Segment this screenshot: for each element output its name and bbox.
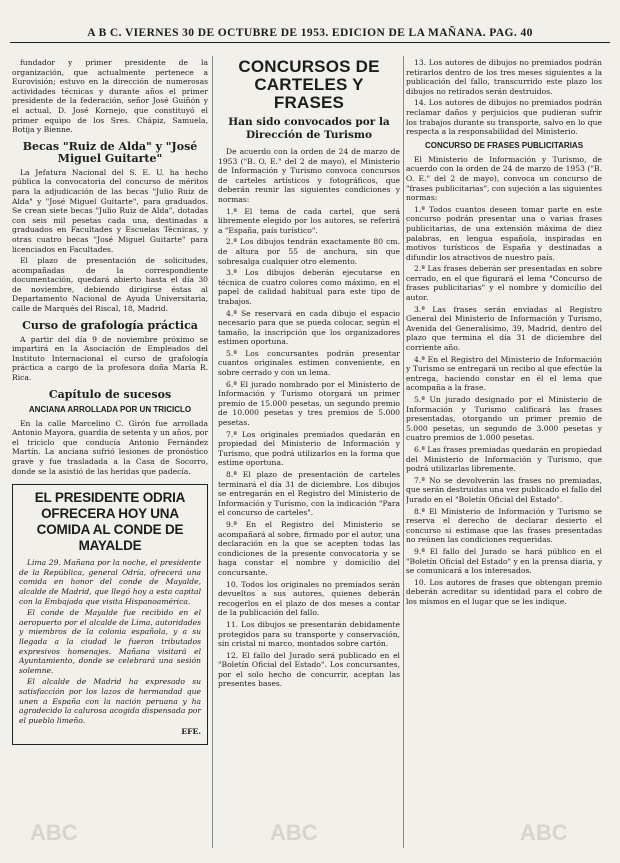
rule-item: 13. Los autores de dibujos no premiados podrán retirarlos dentro de los tres meses siguientes a la publicación del fallo, transcurrido este plazo los dibujos no retirados serán destruidos. (406, 58, 602, 96)
section-title-sucesos: Capítulo de sucesos (48, 387, 172, 401)
frases-paragraph: 1.ª Todos cuantos deseen tomar parte en este concurso podrán presentar una o varias frases publicitarias, de una extensión máxima de diez palabras, en lengua española, inspiradas en motivos turísticos de España y destinadas a difundir los atractivos de nuestro país. (406, 204, 602, 262)
frases-paragraph: 7.ª No se devolverán las frases no premiadas, que serán destruidas una vez publicado el fallo del Jurado en el "Boletín Oficial del Estado". (406, 475, 602, 504)
boxed-article-title: EL PRESIDENTE ODRIA OFRECERA HOY UNA COMIDA AL CONDE DE MAYALDE (34, 490, 186, 554)
grafologia-paragraph: A partir del día 9 de noviembre próximo se impartirá en la Asociación de Empleados del Instituto Internacional el curso de grafología práctica a cargo de la profesora doña María R. Rica. (12, 334, 208, 383)
sucesos-subtitle: ANCIANA ARROLLADA POR UN TRICICLO (28, 404, 192, 414)
column-middle (218, 58, 400, 848)
column-rule-right (403, 56, 404, 848)
section-title-frases: CONCURSO DE FRASES PUBLICITARIAS (424, 140, 584, 150)
boxed-paragraph-1: Lima 29. Mañana por la noche, el presidente de la República, general Odría, ofrecerá una comida en honor del conde de Mayalde, alcalde de Madrid, que llegó hoy a esta capital con la Embajada que visita Hispanoamérica. (19, 558, 201, 606)
intro-paragraph: fundador y primer presidente de la organización, que actualmente pertenece a Eurovisión; estuvo en la dirección de numerosas actividades técnicas y durante años el primer presidente de la federación, señor José Guiñón y el actual, D. José Kornejo, que constituyó el primer equipo de los Sres. Chápiz, Samuela, Botija y Bienne. (12, 58, 208, 135)
rule-item: 1.ª El tema de cada cartel, que será libremente elegido por los autores, se referirá a "España, país turístico". (218, 206, 400, 235)
column-left (12, 58, 208, 848)
rule-item: 11. Los dibujos se presentarán debidamente protegidos para su transporte y conservación, sin cristal ni marco, montados sobre cartón. (218, 619, 400, 649)
becas-paragraph-1: La Jefatura Nacional del S. E. U. ha hecho pública la convocatoria del concurso de méritos para la adjudicación de las becas "Julio Ruiz de Alda" y "José Miguel Guitarte", para graduados. Se crean siete becas "Julio Ruiz de Alda", dotadas con seis mil pesetas cada una, destinadas a graduados en Facultades y Escuelas Técnicas, y otras cuatro becas "José Miguel Guitarte" para licenciados en Facultades. (12, 167, 208, 254)
rule-item: 4.ª Se reservará en cada dibujo el espacio necesario para que se pueda colocar, según el tamaño, la inscripción que los organizadores estimen oportuna. (218, 308, 400, 347)
watermark-logo: ABC (30, 820, 78, 845)
concurso-intro: De acuerdo con la orden de 24 de marzo de 1953 ("B. O. E." del 2 de mayo), el Ministerio de Información y Turismo convoca concursos de carteles artísticos y fotográficos, que deberán reunir las siguientes condiciones y normas: (218, 147, 400, 204)
becas-paragraph-2: El plazo de presentación de solicitudes, acompañadas de la correspondiente documentación, quedará abierto hasta el día 30 de noviembre, debiendo dirigirse éstas al Departamento Nacional de Ayuda Universitaria, calle de Marqués del Riscal, 18, Madrid. (12, 256, 208, 314)
boxed-article-odria (12, 484, 208, 745)
column-rule-left (212, 56, 213, 848)
rule-item: 7.ª Los originales premiados quedarán en propiedad del Ministerio de Información y Turismo, que podrá utilizarlos en la forma que estime oportuna. (218, 429, 400, 468)
boxed-paragraph-3: El alcalde de Madrid ha expresado su satisfacción por los lazos de hermandad que unen a España con la nación peruana y ha agradecido la calurosa acogida dispensada por el pueblo limeño. (19, 677, 201, 725)
main-headline: CONCURSOS DE CARTELES Y FRASES (238, 58, 380, 112)
frases-paragraph: 10. Los autores de frases que obtengan premio deberán acreditar su identidad para el cobro de los mismos en el lugar que se les indique. (406, 577, 602, 606)
frases-paragraph: 6.ª Las frases premiadas quedarán en propiedad del Ministerio de Información y Turismo, que podrá utilizarlas libremente. (406, 444, 602, 474)
page-header: A B C. VIERNES 30 DE OCTUBRE DE 1953. EDICION DE LA MAÑANA. PAG. 40 (10, 24, 610, 43)
rule-item: 14. Los autores de dibujos no premiados podrán reclamar daños y perjuicios que pudieran sufrir los trabajos durante su transporte, salvo en lo que respecta a la responsabilidad del Ministerio. (406, 98, 602, 137)
frases-paragraph: El Ministerio de Información y Turismo, de acuerdo con la orden de 24 de marzo de 1953 ("B. O. E." del 2 de mayo), convoca un concurso de "frases publicitarias", con sujeción a las siguientes normas: (406, 154, 602, 203)
rule-item: 10. Todos los originales no premiados serán devueltos a sus autores, quienes deberán recogerlos en el plazo de dos meses a contar de la publicación del fallo. (218, 579, 400, 618)
rule-item: 8.ª El plazo de presentación de carteles terminará el día 31 de diciembre. Los dibujos se entregarán en el Registro del Ministerio de Información y Turismo, con la indicación "Para el concurso de carteles". (218, 470, 400, 518)
watermark-logo: ABC (520, 820, 568, 845)
frases-paragraph: 5.ª Un jurado designado por el Ministerio de Información y Turismo calificará las frases presentadas, otorgando un primer premio de 5.000 pesetas, un segundo de 3.000 pesetas y cuatro premios de 1.000 pesetas. (406, 395, 602, 443)
rule-item: 2.ª Los dibujos tendrán exactamente 80 cm. de altura por 55 de anchura, sin que sobresalga cualquier otro elemento. (218, 237, 400, 266)
section-title-grafologia: Curso de grafología práctica (22, 318, 198, 332)
frases-paragraph: 3.ª Las frases serán enviadas al Registro General del Ministerio de Información y Turismo, Avenida del Generalísimo, 39, Madrid, dentro del plazo que termina el día 31 de diciembre del corriente año. (406, 304, 602, 353)
watermark-logo: ABC (270, 820, 318, 845)
rule-item: 9.ª En el Registro del Ministerio se acompañará al sobre, firmado por el autor, una declaración en la que se acepten todas las condiciones de la presente convocatoria y se haga constar el nombre y domicilio del concursante. (218, 519, 400, 577)
frases-paragraph: 9.ª El fallo del Jurado se hará público en el "Boletín Oficial del Estado" y en la prensa diaria, y se comunicará a los interesados. (406, 546, 602, 576)
boxed-paragraph-2: El conde de Mayalde fue recibido en el aeropuerto por el alcalde de Lima, autoridades y miembros de la colonia española, y a su llegada a la ciudad le fueron tributados expresivos homenajes. Mañana visitará el Ayuntamiento, donde se celebrará una sesión solemne. (19, 608, 201, 675)
rule-item: 3.ª Los dibujos deberán ejecutarse en técnica de cuatro colores como máximo, en el papel de calidad habitual para este tipo de trabajos. (218, 268, 400, 306)
sucesos-paragraph: En la calle Marcelino C. Girón fue arrollada Antonio Mayora, guardia de setenta y un años, por el triciclo que conducía Antonio Fernández Martín. La anciana sufrió lesiones de pronóstico grave y fue trasladada a la Casa de Socorro, donde se la asistió de las heridas que padecía. (12, 418, 208, 476)
rule-item: 6.ª El jurado nombrado por el Ministerio de Información y Turismo otorgará un primer premio de 15.000 pesetas, un segundo premio de 10.000 pesetas y tres premios de 5.000 pesetas. (218, 379, 400, 428)
frases-paragraph: 8.ª El Ministerio de Información y Turismo se reserva el derecho de declarar desierto el concurso si estimase que las frases presentadas no reúnen las condiciones requeridas. (406, 506, 602, 545)
rule-item: 12. El fallo del Jurado será publicado en el "Boletín Oficial del Estado". Los concursantes, por el solo hecho de concurrir, aceptan las presentes bases. (218, 650, 400, 689)
rule-item: 5.ª Los concursantes podrán presentar cuantos originales estimen conveniente, en sobre cerrado y con un lema. (218, 348, 400, 378)
frases-paragraph: 4.ª En el Registro del Ministerio de Información y Turismo se entregará un recibo al que efectúe la entrega, haciendo constar en él el lema que acompaña a la frase. (406, 354, 602, 393)
section-title-becas: Becas "Ruiz de Alda" y "José Miguel Guitarte" (22, 139, 198, 165)
frases-paragraph: 2.ª Las frases deberán ser presentadas en sobre cerrado, en el que figurará el lema "Concurso de frases publicitarias" y el nombre y domicilio del autor. (406, 264, 602, 303)
main-subheadline: Han sido convocados por la Dirección de Turismo (228, 116, 390, 141)
column-right (406, 58, 602, 848)
boxed-signature: EFE. (181, 727, 201, 737)
